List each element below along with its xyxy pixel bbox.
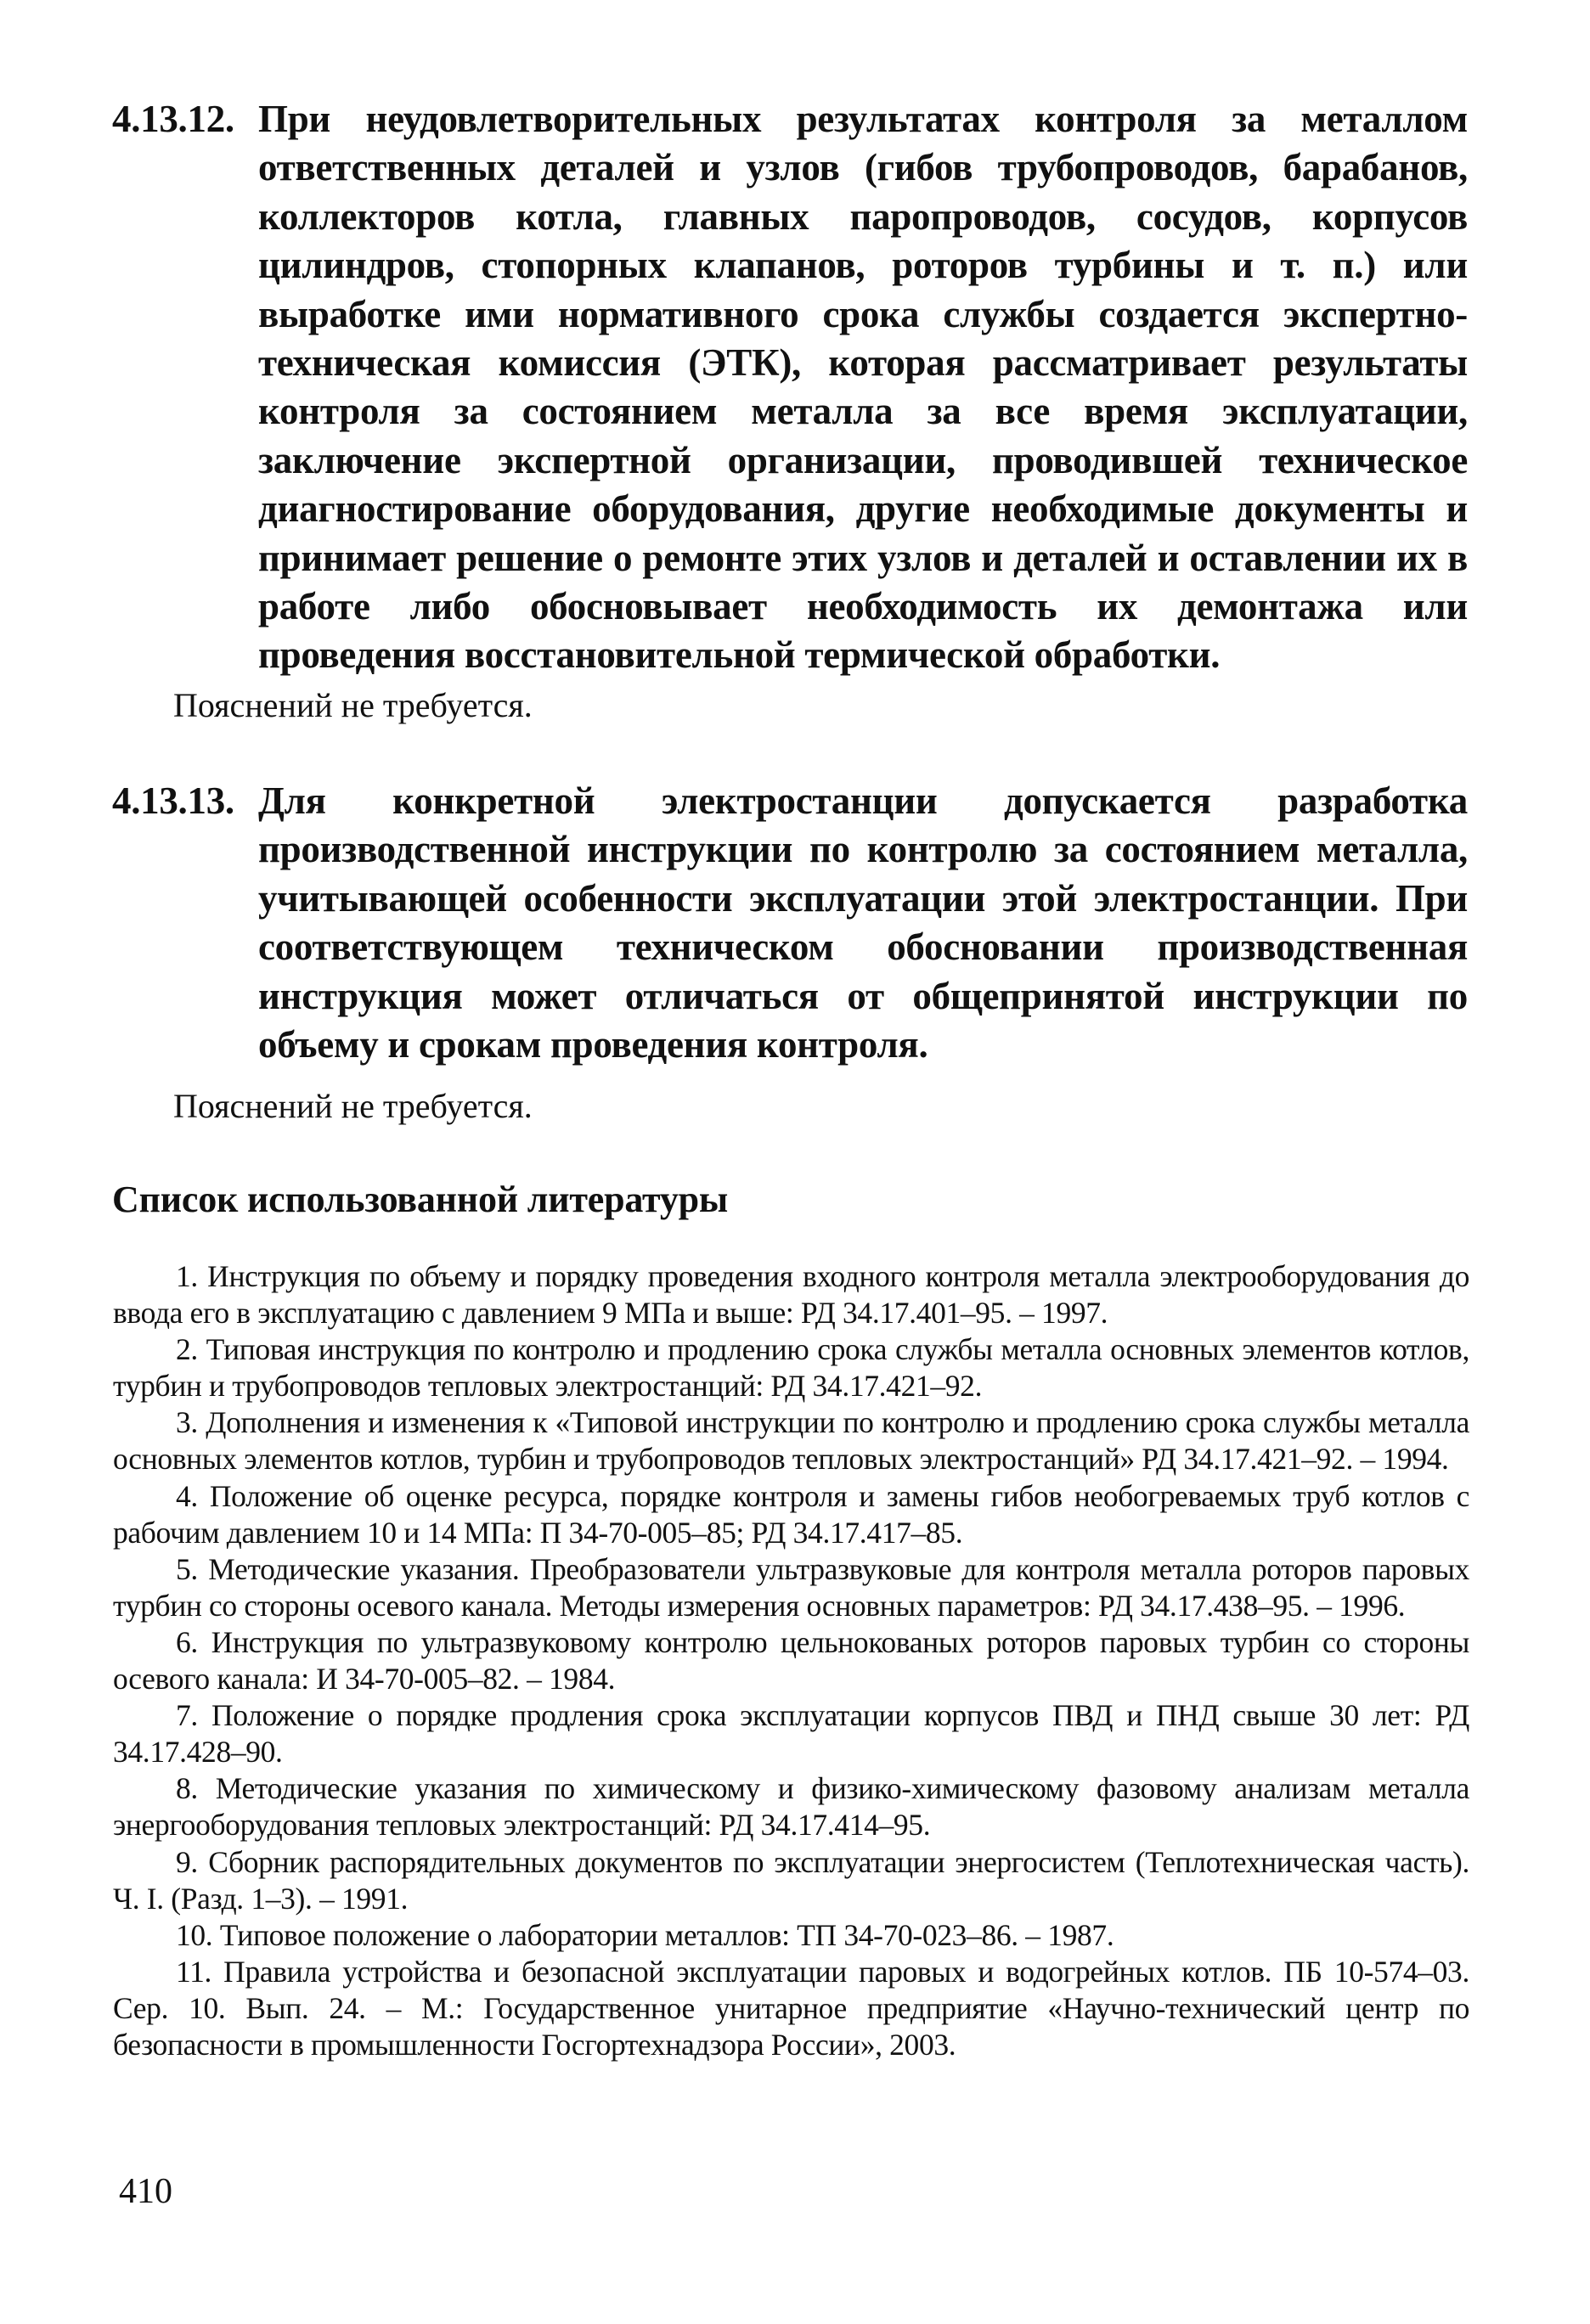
clause-number: 4.13.13. [112,779,234,822]
clause-4-13-13 [112,777,1468,1069]
clause-text: Для конкретной электростанции допускается разработка производственной инструкции по контролю за состоянием металла, учитывающей особенности эксплуатации этой электростанции. При соответствующем техническом обосновании производственная инструкция может отличаться от общепринятой инструкции по объему и срокам проведения контроля. [258,779,1468,1066]
reference-item: 1. Инструкция по объему и порядку проведения входного контроля металла электрооборудования до ввода его в эксплуатацию с давлением 9 МПа и выше: РД 34.17.401–95. – 1997. [113,1259,1469,1331]
reference-item: 5. Методические указания. Преобразователи ультразвуковые для контроля металла роторов паровых турбин со стороны осевого канала. Методы измерения основных параметров: РД 34.17.438–95. – 1996. [113,1551,1469,1623]
clause-note: Пояснений не требуется. [173,686,533,724]
reference-item: 3. Дополнения и изменения к «Типовой инструкции по контролю и продлению срока службы металла основных элементов котлов, турбин и трубопроводов тепловых электростанций» РД 34.17.421–92. – 1994. [113,1405,1469,1477]
reference-item: 11. Правила устройства и безопасной эксплуатации паровых и водогрейных котлов. ПБ 10-574–03. Сер. 10. Вып. 24. – М.: Государственное унитарное предприятие «Научно-технический центр по безопасности в промышленности Госгортехнадзора России», 2003. [113,1954,1469,2062]
clause-text: При неудовлетворительных результатах контроля за металлом ответственных деталей и узлов (гибов трубопроводов, барабанов, коллекторов котла, главных паропроводов, сосудов, корпусов цилиндров, стопорных клапанов, роторов турбины и т. п.) или выработке ими нормативного срока службы создается экспертно-техническая комиссия (ЭТК), которая рассматривает результаты контроля за состоянием металла за все время эксплуатации, заключение экспертной организации, проводившей техническое диагностирование оборудования, другие необходимые документы и принимает решение о ремонте этих узлов и деталей и оставлении их в работе либо обосновывает необходимость их демонтажа или проведения восстановительной термической обработки. [258,98,1468,677]
reference-item: 7. Положение о порядке продления срока эксплуатации корпусов ПВД и ПНД свыше 30 лет: РД 34.17.428–90. [113,1698,1469,1770]
clause-note: Пояснений не требуется. [173,1087,533,1125]
page-number: 410 [119,2172,172,2211]
clause-number: 4.13.12. [112,98,234,140]
reference-item: 2. Типовая инструкция по контролю и продлению срока службы металла основных элементов котлов, турбин и трубопроводов тепловых электростанций: РД 34.17.421–92. [113,1332,1469,1404]
references-list [113,1258,1469,2063]
reference-item: 4. Положение об оценке ресурса, порядке контроля и замены гибов необогреваемых труб котлов с рабочим давлением 10 и 14 МПа: П 34-70-005–85; РД 34.17.417–85. [113,1478,1469,1550]
references-heading: Список использованной литературы [112,1179,729,1220]
reference-item: 6. Инструкция по ультразвуковому контролю цельнокованых роторов паровых турбин со стороны осевого канала: И 34-70-005–82. – 1984. [113,1624,1469,1697]
reference-item: 8. Методические указания по химическому и физико-химическому фазовому анализам металла энергооборудования тепловых электростанций: РД 34.17.414–95. [113,1771,1469,1843]
reference-item: 10. Типовое положение о лаборатории металлов: ТП 34-70-023–86. – 1987. [176,1917,1114,1952]
clause-4-13-12 [112,95,1468,680]
reference-item: 9. Сборник распорядительных документов по эксплуатации энергосистем (Теплотехническая часть). Ч. I. (Разд. 1–3). – 1991. [113,1844,1469,1916]
